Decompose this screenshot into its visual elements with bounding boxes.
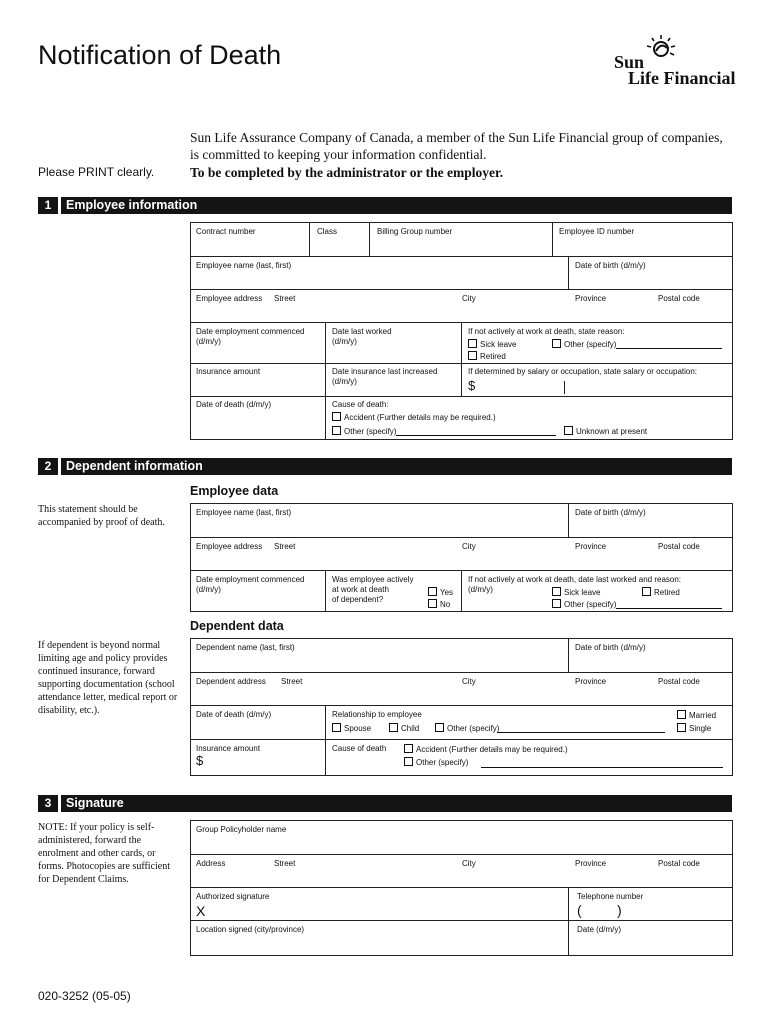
emp-address-label: Employee address [196,542,263,551]
retired-option[interactable] [468,351,506,362]
single-option[interactable] [677,723,711,734]
rel-other-option[interactable] [435,723,499,734]
section1-header [38,197,732,214]
employee-info-box [190,222,733,440]
sig-date-label: Date (d/m/y) [577,925,622,934]
dep-retired-option[interactable] [642,587,680,598]
dep-retired-text: Retired [654,588,680,597]
dependent-address-label: Dependent address [196,677,266,686]
accident-text: Accident (Further details may be required.) [344,413,496,422]
date-ins-increased-format: (d/m/y) [332,377,357,386]
dep-postal-label: Postal code [658,677,700,686]
section1-title: Employee information [66,198,198,212]
section2-title: Dependent information [66,459,203,473]
class-label: Class [317,227,338,236]
dep-other-checkbox[interactable] [552,599,561,608]
single-checkbox[interactable] [677,723,686,732]
married-checkbox[interactable] [677,710,686,719]
section3-header [38,795,732,812]
emp-commenced-label: Date employment commenced [196,575,305,584]
dependent-data-box [190,638,733,776]
emp-street-label: Street [274,542,296,551]
spouse-text: Spouse [344,724,372,733]
sun-life-logo [600,34,740,94]
salary-occupation-label: If determined by salary or occupation, state salary or occupation: [468,367,698,376]
no-checkbox[interactable] [428,599,437,608]
sig-city-label: City [462,859,476,868]
date-last-worked-format: (d/m/y) [332,337,357,346]
beyond-age-note: If dependent is beyond normal limiting age and policy provides continued insurance, forward supporting documentation (school attendance letter, medical report or disability, etc.). [38,640,178,716]
section2-header [38,458,732,475]
section1-number: 1 [38,197,61,214]
not-active-reason-label: If not actively at work at death, state reason: [468,327,625,336]
dep-accident-option[interactable] [404,744,568,755]
employee-address-label: Employee address [196,294,263,303]
dep-accident-checkbox[interactable] [404,744,413,753]
dep-date-of-death-label: Date of death (d/m/y) [196,710,272,719]
section3-title: Signature [66,796,124,810]
unknown-option[interactable] [564,426,647,437]
telephone-label: Telephone number [577,892,644,901]
form-code: 020-3252 (05-05) [38,989,131,1003]
location-signed-label: Location signed (city/province) [196,925,305,934]
not-active-date-format: (d/m/y) [468,585,493,594]
yes-text: Yes [440,588,454,597]
date-commenced-label: Date employment commenced [196,327,305,336]
unknown-text: Unknown at present [576,427,648,436]
emp-city-label: City [462,542,476,551]
employee-name-label: Employee name (last, first) [196,261,292,270]
intro-block [190,129,740,181]
sig-address-label: Address [196,859,226,868]
spouse-option[interactable] [332,723,371,734]
employee-data-heading: Employee data [190,484,279,498]
dep-street-label: Street [281,677,303,686]
phone-paren-open: ( [577,902,582,918]
sick-leave-checkbox[interactable] [468,339,477,348]
relationship-label: Relationship to employee [332,710,422,719]
other-cause-checkbox[interactable] [332,426,341,435]
child-text: Child [401,724,420,733]
contract-number-label: Contract number [196,227,256,236]
other-reason-checkbox[interactable] [552,339,561,348]
logo-sun-text: Sun [614,52,645,72]
dep-dollar-sign: $ [196,753,204,768]
no-text: No [440,600,451,609]
dep-sick-leave-checkbox[interactable] [552,587,561,596]
dep-other-cause-option[interactable] [404,757,468,768]
sig-street-label: Street [274,859,296,868]
city-label: City [462,294,476,303]
billing-group-label: Billing Group number [377,227,453,236]
dep-other-option[interactable] [552,599,616,610]
date-ins-increased-label: Date insurance last increased [332,367,438,376]
yes-checkbox[interactable] [428,587,437,596]
section3-number: 3 [38,795,61,812]
sig-postal-label: Postal code [658,859,700,868]
sun-icon [646,34,676,64]
other-reason-line[interactable] [616,348,722,349]
other-cause-line[interactable] [396,435,556,436]
child-option[interactable] [389,723,419,734]
intro-line-2: is committed to keeping your information confidential. [190,147,487,162]
dep-sick-leave-text: Sick leave [564,588,601,597]
rel-other-checkbox[interactable] [435,723,444,732]
dob-label: Date of birth (d/m/y) [575,261,646,270]
sick-leave-text: Sick leave [480,340,517,349]
other-cause-option[interactable] [332,426,396,437]
salary-dollar-sign: $ [468,378,476,393]
employee-data-box [190,503,733,612]
sick-leave-option[interactable] [468,339,516,350]
accident-checkbox[interactable] [332,412,341,421]
insurance-amount-label: Insurance amount [196,367,261,376]
child-checkbox[interactable] [389,723,398,732]
emp-postal-label: Postal code [658,542,700,551]
logo-life-financial-text: Life Financial [628,68,736,88]
was-active-label-2: at work at death [332,585,389,594]
authorized-signature-label: Authorized signature [196,892,270,901]
proof-of-death-note: This statement should be accompanied by proof of death. [38,504,165,528]
dep-city-label: City [462,677,476,686]
unknown-checkbox[interactable] [564,426,573,435]
dep-cause-of-death-label: Cause of death [332,744,387,753]
self-administered-note: NOTE: If your policy is self-administered, forward the enrolment and other cards, or forms. Photocopies are sufficient for Dependent Claims. [38,822,171,885]
dep-sick-leave-option[interactable] [552,587,600,598]
emp-commenced-format: (d/m/y) [196,585,221,594]
single-text: Single [689,724,712,733]
retired-text: Retired [480,352,506,361]
dependent-data-heading: Dependent data [190,619,284,633]
rel-other-text: Other (specify) [447,724,500,733]
was-active-label-1: Was employee actively [332,575,414,584]
other-reason-text: Other (specify) [564,340,617,349]
retired-checkbox[interactable] [468,351,477,360]
dep-other-cause-line[interactable] [481,767,723,768]
was-active-label-3: of dependent? [332,595,384,604]
dep-other-cause-text: Other (specify) [416,758,469,767]
page-title: Notification of Death [38,40,282,70]
employee-id-label: Employee ID number [559,227,635,236]
date-commenced-format: (d/m/y) [196,337,221,346]
province-label: Province [575,294,607,303]
emp-name-label: Employee name (last, first) [196,508,292,517]
signature-x-mark: X [196,903,206,919]
emp-province-label: Province [575,542,607,551]
dep-other-cause-checkbox[interactable] [404,757,413,766]
section2-number: 2 [38,458,61,475]
policyholder-label: Group Policyholder name [196,825,287,834]
dependent-name-label: Dependent name (last, first) [196,643,295,652]
spouse-checkbox[interactable] [332,723,341,732]
phone-paren-close: ) [617,902,622,918]
not-active-date-label: If not actively at work at death, date last worked and reason: [468,575,682,584]
sig-province-label: Province [575,859,607,868]
dep-accident-text: Accident (Further details may be required.) [416,745,568,754]
street-label: Street [274,294,296,303]
dependent-dob-label: Date of birth (d/m/y) [575,643,646,652]
yes-option[interactable] [428,587,453,598]
date-of-death-label: Date of death (d/m/y) [196,400,272,409]
intro-line-1: Sun Life Assurance Company of Canada, a member of the Sun Life Financial group of companies, [190,130,723,145]
emp-dob-label: Date of birth (d/m/y) [575,508,646,517]
date-last-worked-label: Date last worked [332,327,392,336]
dep-other-text: Other (specify) [564,600,617,609]
accident-option[interactable] [332,412,496,423]
married-option[interactable] [677,710,716,721]
other-cause-text: Other (specify) [344,427,397,436]
married-text: Married [689,711,717,720]
dep-retired-checkbox[interactable] [642,587,651,596]
dep-province-label: Province [575,677,607,686]
dep-insurance-amount-label: Insurance amount [196,744,261,753]
no-option[interactable] [428,599,450,610]
cause-of-death-label: Cause of death: [332,400,389,409]
other-reason-option[interactable] [552,339,616,350]
signature-box [190,820,733,956]
postal-code-label: Postal code [658,294,700,303]
rel-other-line[interactable] [497,732,665,733]
intro-instruction: To be completed by the administrator or the employer. [190,165,504,180]
print-note: Please PRINT clearly. [38,165,155,179]
dep-other-line[interactable] [616,608,722,609]
